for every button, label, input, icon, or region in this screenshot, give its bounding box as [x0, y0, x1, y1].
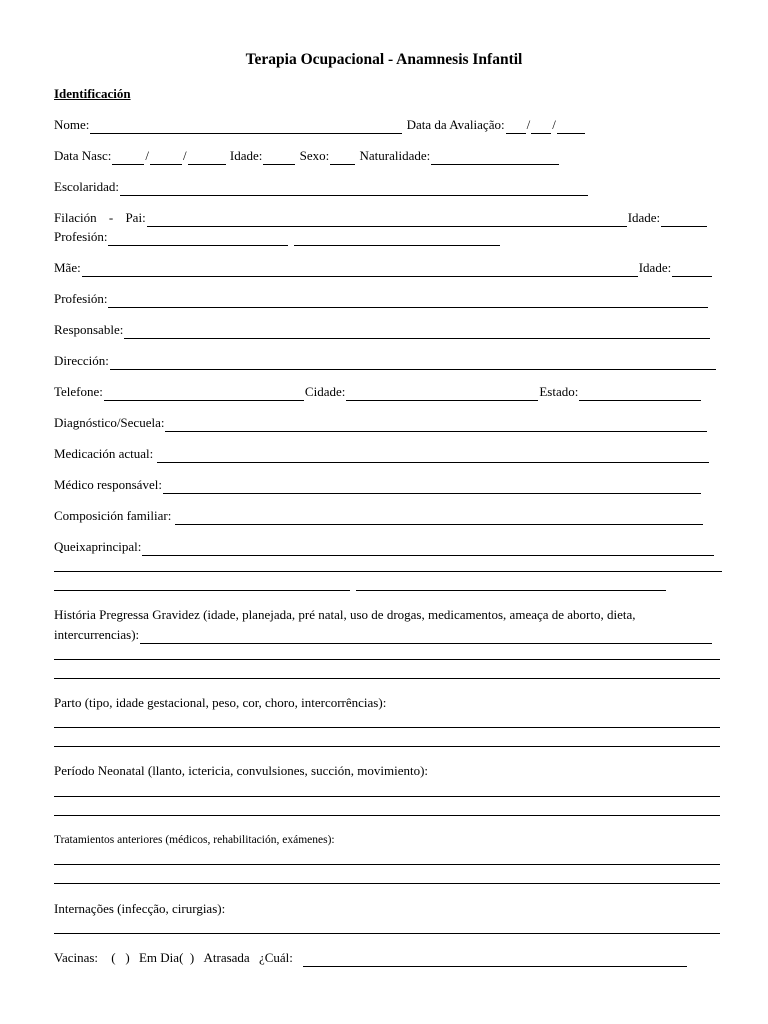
nasc-month-field[interactable] [150, 151, 182, 165]
medicacion-field[interactable] [157, 449, 709, 463]
medicacion-label: Medicación actual: [54, 446, 154, 461]
mae-label: Mãe: [54, 260, 81, 275]
row-queixa [54, 538, 715, 556]
neonatal-line-2[interactable] [54, 815, 720, 816]
data-avaliacao-label: Data da Avaliação: [406, 117, 505, 132]
telefone-label: Telefone: [54, 384, 103, 399]
row-profesion-mae [54, 290, 709, 308]
queixa-line-3a[interactable] [54, 590, 350, 591]
medico-label: Médico responsável: [54, 477, 162, 492]
profesion-mae-field[interactable] [108, 294, 708, 308]
row-telefone [54, 383, 702, 401]
section-heading: Identificación [54, 86, 131, 101]
escolaridad-label: Escolaridad: [54, 179, 119, 194]
row-diagnostico [54, 414, 708, 432]
data-nasc-label: Data Nasc: [54, 148, 112, 163]
profesion-pai-field[interactable] [108, 232, 288, 246]
historia-field[interactable] [140, 630, 712, 644]
profesion-pai-extra-field[interactable] [294, 232, 500, 246]
profesion2-label: Profesión: [54, 291, 108, 306]
medico-field[interactable] [163, 480, 701, 494]
parto-line-2[interactable] [54, 746, 720, 747]
avaliacao-month-field[interactable] [531, 120, 551, 134]
sexo-label: Sexo: [299, 148, 330, 163]
row-data-nasc: Data Nasc: / / Idade: Sexo: Naturalidade: [54, 147, 560, 165]
filacion-dash: - [108, 210, 114, 225]
atrasada-label: Atrasada [203, 950, 250, 965]
direccion-field[interactable] [110, 356, 716, 370]
queixa-field[interactable] [142, 542, 714, 556]
avaliacao-year-field[interactable] [557, 120, 585, 134]
diagnostico-field[interactable] [165, 418, 707, 432]
row-medico [54, 476, 702, 494]
row-escolaridad [54, 178, 589, 196]
atrasada-checkbox[interactable]: ( ) [179, 950, 195, 965]
page-title: Terapia Ocupacional - Anamnesis Infantil [245, 51, 523, 68]
nome-field[interactable] [90, 120, 402, 134]
sexo-field[interactable] [330, 151, 355, 165]
vacinas-label: Vacinas: [54, 950, 99, 965]
internacoes-label: Internações (infecção, cirurgias): [54, 901, 226, 916]
row-historia-2 [54, 626, 713, 644]
composicion-field[interactable] [175, 511, 703, 525]
row-vacinas [54, 949, 688, 967]
historia-label-2: intercurrencias): [54, 627, 140, 642]
cual-label: ¿Cuál: [258, 950, 293, 965]
row-medicacion [54, 445, 710, 463]
tratamientos-line-1[interactable] [54, 864, 720, 865]
pai-label: Pai: [125, 210, 146, 225]
neonatal-line-1[interactable] [54, 796, 720, 797]
pai-field[interactable] [147, 213, 627, 227]
internacoes-line-1[interactable] [54, 933, 720, 934]
queixa-line-2[interactable] [54, 571, 722, 572]
row-nome: Nome: Data da Avaliação: / / [54, 116, 586, 134]
tratamientos-line-2[interactable] [54, 883, 720, 884]
row-neonatal [54, 762, 428, 780]
row-historia [54, 606, 720, 624]
row-composicion [54, 507, 704, 525]
queixa-line-3b[interactable] [356, 590, 666, 591]
responsable-field[interactable] [124, 325, 710, 339]
idade-label: Idade: [229, 148, 263, 163]
idade-mae-label: Idade: [638, 260, 672, 275]
row-parto [54, 694, 386, 712]
cual-field[interactable] [303, 953, 687, 967]
direccion-label: Dirección: [54, 353, 109, 368]
row-direccion [54, 352, 717, 370]
telefone-field[interactable] [104, 387, 304, 401]
avaliacao-day-field[interactable] [506, 120, 526, 134]
diagnostico-label: Diagnóstico/Secuela: [54, 415, 165, 430]
row-tratamientos [54, 831, 335, 849]
neonatal-label: Período Neonatal (llanto, ictericia, convulsiones, succión, movimiento): [54, 763, 429, 778]
cidade-label: Cidade: [304, 384, 346, 399]
cidade-field[interactable] [346, 387, 538, 401]
estado-label: Estado: [539, 384, 579, 399]
em-dia-label: Em Dia [138, 950, 180, 965]
row-responsable [54, 321, 711, 339]
naturalidade-field[interactable] [431, 151, 559, 165]
row-internacoes [54, 900, 225, 918]
responsable-label: Responsable: [54, 322, 124, 337]
escolaridad-field[interactable] [120, 182, 588, 196]
mae-field[interactable] [82, 263, 638, 277]
row-filacion [54, 209, 708, 227]
idade-pai-field[interactable] [661, 213, 707, 227]
naturalidade-label: Naturalidade: [359, 148, 431, 163]
idade-mae-field[interactable] [672, 263, 712, 277]
profesion-label: Profesión: [54, 229, 108, 244]
parto-line-1[interactable] [54, 727, 720, 728]
tratamientos-label: Tratamientos anteriores (médicos, rehabilitación, exámenes): [54, 834, 335, 846]
nasc-day-field[interactable] [112, 151, 144, 165]
idade-field[interactable] [263, 151, 295, 165]
nasc-year-field[interactable] [188, 151, 226, 165]
historia-text: História Pregressa Gravidez (idade, planejada, pré natal, uso de drogas, medicamentos, ameaça de aborto, dieta, [54, 607, 636, 622]
queixa-label: Queixaprincipal: [54, 539, 142, 554]
nome-label: Nome: [54, 117, 90, 132]
em-dia-checkbox[interactable]: ( ) [111, 950, 130, 965]
historia-line-3[interactable] [54, 678, 720, 679]
parto-label: Parto (tipo, idade gestacional, peso, cor, choro, intercorrências): [54, 695, 387, 710]
estado-field[interactable] [579, 387, 701, 401]
composicion-label: Composición familiar: [54, 508, 172, 523]
filacion-label: Filación [54, 210, 97, 225]
row-mae [54, 259, 713, 277]
row-profesion-pai [54, 228, 501, 246]
idade-pai-label: Idade: [627, 210, 661, 225]
historia-line-2[interactable] [54, 659, 720, 660]
